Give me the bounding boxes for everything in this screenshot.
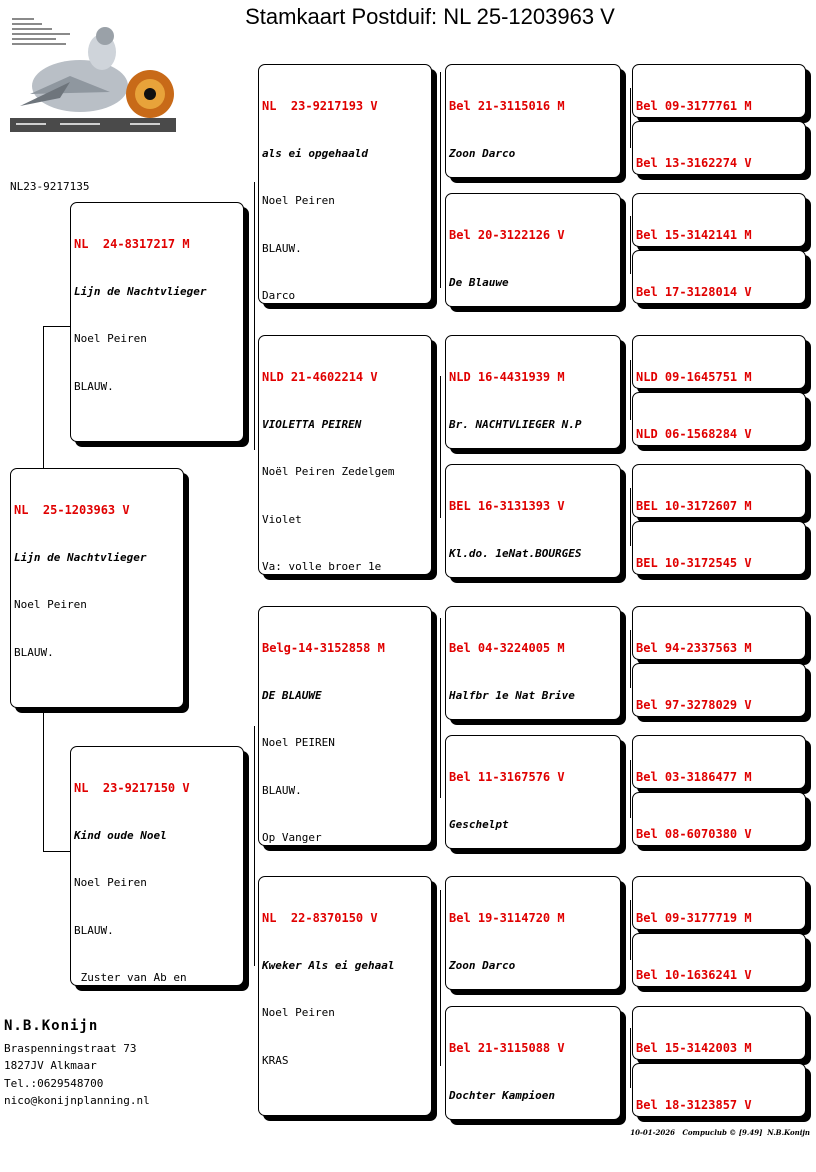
ancestor-card-small [632,606,806,660]
ancestor-card [445,335,621,449]
ancestor-card-small [632,876,806,930]
owner-phone: Tel.:0629548700 [4,1076,104,1090]
connector [43,326,70,327]
card-line: Noel Peiren [262,194,335,208]
pigeon-name: VIOLETTA PEIREN [262,417,362,431]
connector [440,890,441,1066]
ring-number: Bel 04-3224005 M [449,640,565,655]
ring-number: Bel 17-3128014 V [636,284,752,299]
ring-number: BEL 16-3131393 V [449,498,565,513]
connector [630,760,631,818]
card-line: Violet [262,512,302,526]
ancestor-card [445,64,621,178]
connector [254,182,255,450]
ancestor-card-small [632,250,806,304]
connector [630,900,631,960]
ancestor-card-small [632,521,806,575]
pigeon-name: De Blauwe [449,275,509,289]
ring-number: NL 22-8370150 V [262,910,378,925]
ring-number: Bel 19-3114720 M [449,910,565,925]
pigeon-name: Br. NACHTVLIEGER N.P [449,417,582,431]
ancestor-card-small [632,663,806,717]
owner-email: nico@konijnplanning.nl [4,1094,150,1107]
connector [630,1028,631,1088]
pigeon-name: Zoon Darco [449,146,516,160]
card-line: Darco [262,289,296,303]
connector [630,216,631,274]
card-line: Noel PEIREN [262,736,335,750]
pigeon-name: Kind oude Noel [74,828,167,842]
ring-number: NL 25-1203963 V [14,502,130,517]
ring-number: Bel 03-3186477 M [636,769,752,784]
ring-number: BEL 10-3172545 V [636,555,752,570]
page-title: Stamkaart Postduif: NL 25-1203963 V [245,4,615,29]
ring-number: Bel 15-3142003 M [636,1040,752,1055]
connector [43,706,44,852]
owner-name: N.B.Konijn [4,1018,99,1034]
card-line: Noel Peiren [74,876,147,890]
ring-number: Bel 94-2337563 M [636,640,752,655]
connector [440,72,441,288]
pigeon-name: Lijn de Nachtvlieger [74,284,207,298]
ancestor-card-small [632,933,806,987]
grandparent-card [258,606,432,846]
card-line: Noël Peiren Zedelgem [262,465,395,479]
main-pigeon-card [10,468,184,708]
footer-credit: 10-01-2026 Compuclub © [9.49] N.B.Konijn [630,1128,810,1137]
ancestor-card-small [632,792,806,846]
card-line: Noel Peiren [262,1006,335,1020]
ancestor-card [445,464,621,578]
ring-number: NL 24-8317217 M [74,236,190,251]
pigeon-name: Dochter Kampioen [449,1088,555,1102]
ancestor-card [445,735,621,849]
logo-footer-strip [10,118,176,132]
ring-number: NLD 06-1568284 V [636,426,752,441]
card-line: BLAUW. [74,923,114,937]
reference-code: NL23-9217135 [10,180,90,193]
grandparent-card [258,876,432,1116]
ancestor-card-small [632,121,806,175]
owner-block [4,1018,150,1110]
ring-number: NLD 16-4431939 M [449,369,565,384]
card-line: BLAUW. [74,379,114,393]
pigeon-name: Geschelpt [449,817,509,831]
ring-number: Bel 10-1636241 V [636,967,752,982]
ancestor-card [445,1006,621,1120]
grandparent-card [258,335,432,575]
ring-number: Bel 08-6070380 V [636,826,752,841]
ancestor-card [445,606,621,720]
ring-number: Bel 20-3122126 V [449,227,565,242]
pigeon-name: Halfbr 1e Nat Brive [449,688,575,702]
ancestor-card-small [632,392,806,446]
ancestor-card [445,193,621,307]
connector [43,851,70,852]
father-card [70,202,244,442]
ancestor-card [445,876,621,990]
ring-number: Bel 97-3278029 V [636,697,752,712]
connector [254,726,255,846]
ring-number: Bel 09-3177761 M [636,98,752,113]
connector [630,488,631,546]
ring-number: Bel 11-3167576 V [449,769,565,784]
connector [440,618,441,798]
connector [440,376,441,518]
ring-number: Bel 21-3115016 M [449,98,565,113]
mother-card [70,746,244,986]
ring-number: NL 23-9217193 V [262,98,378,113]
ring-number: NLD 09-1645751 M [636,369,752,384]
ancestor-card-small [632,1006,806,1060]
ring-number: Bel 21-3115088 V [449,1040,565,1055]
card-line: Noel Peiren [74,332,147,346]
card-line: KRAS [262,1053,289,1067]
ring-number: Bel 18-3123857 V [636,1097,752,1112]
pigeon-name: Kl.do. 1eNat.BOURGES [449,546,582,560]
pigeon-icon [10,14,176,132]
connector [254,846,255,966]
ancestor-card-small [632,335,806,389]
connector [43,326,44,472]
card-line: Zuster van Ab en [74,971,187,985]
ring-number: NL 23-9217150 V [74,780,190,795]
ancestor-card-small [632,735,806,789]
connector [630,360,631,420]
ring-number: Bel 09-3177719 M [636,910,752,925]
owner-city: 1827JV Alkmaar [4,1059,97,1072]
pigeon-name: DE BLAUWE [262,688,322,702]
connector [630,88,631,148]
ancestor-card-small [632,193,806,247]
ring-number: BEL 10-3172607 M [636,498,752,513]
ancestor-card-small [632,464,806,518]
owner-street: Braspenningstraat 73 [4,1041,137,1055]
ancestor-card-small [632,1063,806,1117]
ring-number: Bel 15-3142141 M [636,227,752,242]
ancestor-card-small [632,64,806,118]
card-line: BLAUW. [14,645,54,659]
card-line: Op Vanger [262,831,322,845]
pigeon-name: Zoon Darco [449,958,516,972]
card-line: Noel Peiren [14,598,87,612]
connector [630,630,631,688]
card-line: Va: volle broer 1e [262,560,382,574]
card-line: BLAUW. [262,783,302,797]
ring-number: Bel 13-3162274 V [636,155,752,170]
pigeon-name: Kweker Als ei gehaal [262,958,395,972]
grandparent-card [258,64,432,304]
pigeon-name: Lijn de Nachtvlieger [14,550,147,564]
card-line: BLAUW. [262,241,302,255]
ring-number: Belg-14-3152858 M [262,640,385,655]
ring-number: NLD 21-4602214 V [262,369,378,384]
pigeon-name: als ei opgehaald [262,146,368,160]
pigeon-logo [10,14,176,132]
